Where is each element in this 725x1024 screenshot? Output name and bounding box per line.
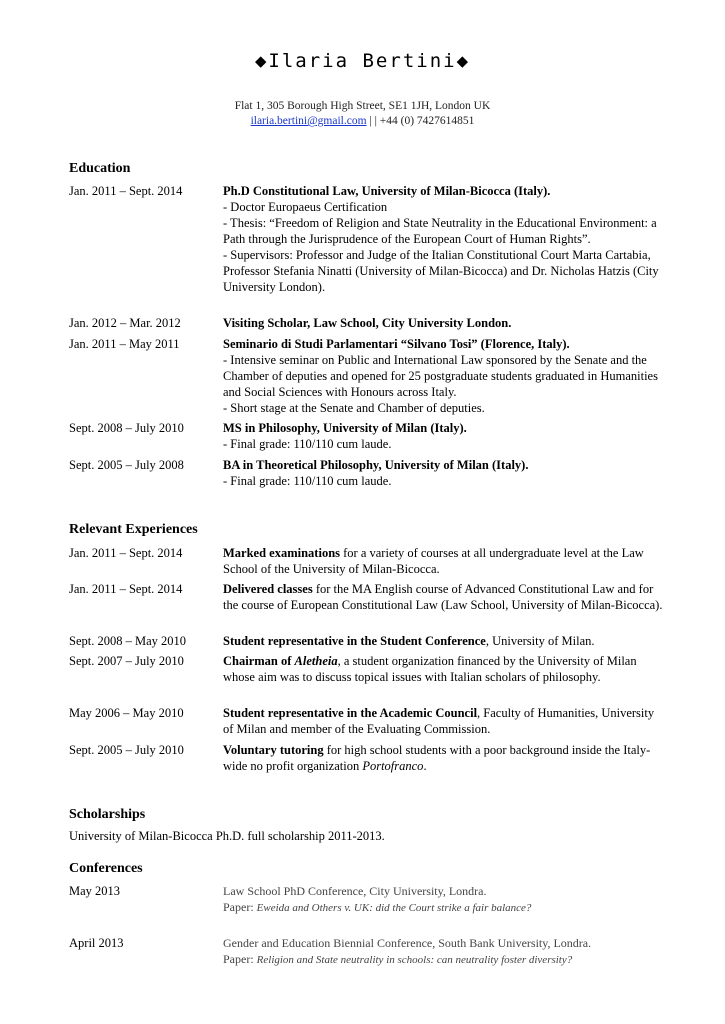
education-title: Seminario di Studi Parlamentari “Silvano Tosi” (Florence, Italy).: [223, 337, 570, 351]
experience-rest-italic: Portofranco: [362, 759, 424, 773]
education-heading: Education: [69, 161, 131, 176]
experience-lead: Chairman of: [223, 654, 295, 668]
experience-date: Sept. 2008 – May 2010: [69, 634, 187, 648]
education-title: Ph.D Constitutional Law, University of Milan-Bicocca (Italy).: [223, 184, 551, 198]
experience-lead: Delivered classes: [223, 582, 313, 596]
education-title: Visiting Scholar, Law School, City University London.: [223, 316, 512, 330]
experience-text: [223, 581, 663, 613]
experience-rest: for the MA English course of Advanced Constitutional Law and for the course of European Constitutional Law (Law School, University of Milan-Bicocca).: [223, 582, 663, 612]
education-details: - Final grade: 110/110 cum laude.: [223, 437, 392, 451]
education-details: - Final grade: 110/110 cum laude.: [223, 474, 392, 488]
experience-lead: Voluntary tutoring: [223, 743, 324, 757]
education-details: - Intensive seminar on Public and International Law sponsored by the Senate and the Chamber of deputies and opened for 25 postgraduate students graduated in Humanities and Social Sciences with Honours across Italy. - Short stage at the Senate and Chamber of deputies.: [223, 353, 658, 415]
experience-text: [223, 705, 663, 737]
experience-text: [223, 633, 663, 649]
experience-rest: , Faculty of Humanities, University of Milan and member of the Evaluating Commission.: [223, 706, 655, 736]
paper-label: Paper:: [223, 952, 257, 966]
education-date: Jan. 2011 – Sept. 2014: [69, 184, 183, 198]
education-title: MS in Philosophy, University of Milan (Italy).: [223, 421, 467, 435]
experience-date: Sept. 2007 – July 2010: [69, 654, 184, 668]
contact-separator: | |: [366, 115, 380, 127]
experience-date: Sept. 2005 – July 2010: [69, 743, 184, 757]
experience-rest: , University of Milan.: [485, 634, 595, 648]
paper-title: Eweida and Others v. UK: did the Court strike a fair balance?: [256, 902, 532, 914]
phone-number: +44 (0) 7427614851: [379, 115, 475, 127]
paper-title: Religion and State neutrality in schools: can neutrality foster diversity?: [256, 954, 573, 966]
education-date: Sept. 2005 – July 2008: [69, 458, 184, 472]
address-line: Flat 1, 305 Borough High Street, SE1 1JH, London UK: [234, 100, 491, 112]
paper-label: Paper:: [223, 900, 257, 914]
scholarship-text: University of Milan-Bicocca Ph.D. full scholarship 2011-2013.: [69, 829, 385, 843]
experience-date: May 2006 – May 2010: [69, 706, 184, 720]
experience-date: Jan. 2011 – Sept. 2014: [69, 546, 183, 560]
scholarships-heading: Scholarships: [69, 807, 146, 822]
education-date: Jan. 2012 – Mar. 2012: [69, 316, 181, 330]
conferences-heading: Conferences: [69, 861, 143, 876]
conference-event: Gender and Education Biennial Conference, South Bank University, Londra.: [223, 936, 592, 950]
cv-name: ◆Ilaria Bertini◆: [254, 50, 471, 72]
conference-paper: [223, 899, 663, 916]
experience-text: [223, 545, 663, 577]
experience-text: [223, 742, 663, 774]
contact-block: [0, 99, 725, 129]
education-date: Sept. 2008 – July 2010: [69, 421, 184, 435]
education-title: BA in Theoretical Philosophy, University of Milan (Italy).: [223, 458, 529, 472]
experience-date: Jan. 2011 – Sept. 2014: [69, 582, 183, 596]
experience-lead-italic: Aletheia: [294, 654, 338, 668]
experience-rest-end: .: [423, 759, 427, 773]
experience-lead: Student representative in the Student Conference: [223, 634, 486, 648]
experience-rest: , a student organization financed by the University of Milan whose aim was to discuss topical issues with Italian scholars of philosophy.: [223, 654, 637, 684]
experiences-heading: Relevant Experiences: [69, 522, 198, 537]
email-link[interactable]: ilaria.bertini@gmail.com: [250, 115, 367, 127]
experience-rest: for high school students with a poor background inside the Italy-wide no profit organization: [223, 743, 651, 773]
conference-paper: [223, 951, 663, 968]
education-details: - Doctor Europaeus Certification - Thesis: “Freedom of Religion and State Neutrality in the Educational Environment: a Path through the Jurisprudence of the European Court of Human Rights”. - Supervisors: Professor and Judge of the Italian Constitutional Court Marta Cartabia, Professor Stefania Ninatti (University of Milan-Bicocca) and Dr. Nicholas Hatzis (City University London).: [223, 200, 659, 294]
conference-event: Law School PhD Conference, City University, Londra.: [223, 884, 487, 898]
conference-date: April 2013: [69, 936, 124, 950]
experience-lead: Student representative in the Academic Council: [223, 706, 478, 720]
experience-lead: Marked examinations: [223, 546, 341, 560]
experience-text: [223, 653, 663, 685]
conference-date: May 2013: [69, 884, 121, 898]
contact-line: [0, 114, 725, 129]
experience-rest: for a variety of courses at all undergraduate level at the Law School of the University of Milan-Bicocca.: [223, 546, 644, 576]
education-date: Jan. 2011 – May 2011: [69, 337, 180, 351]
